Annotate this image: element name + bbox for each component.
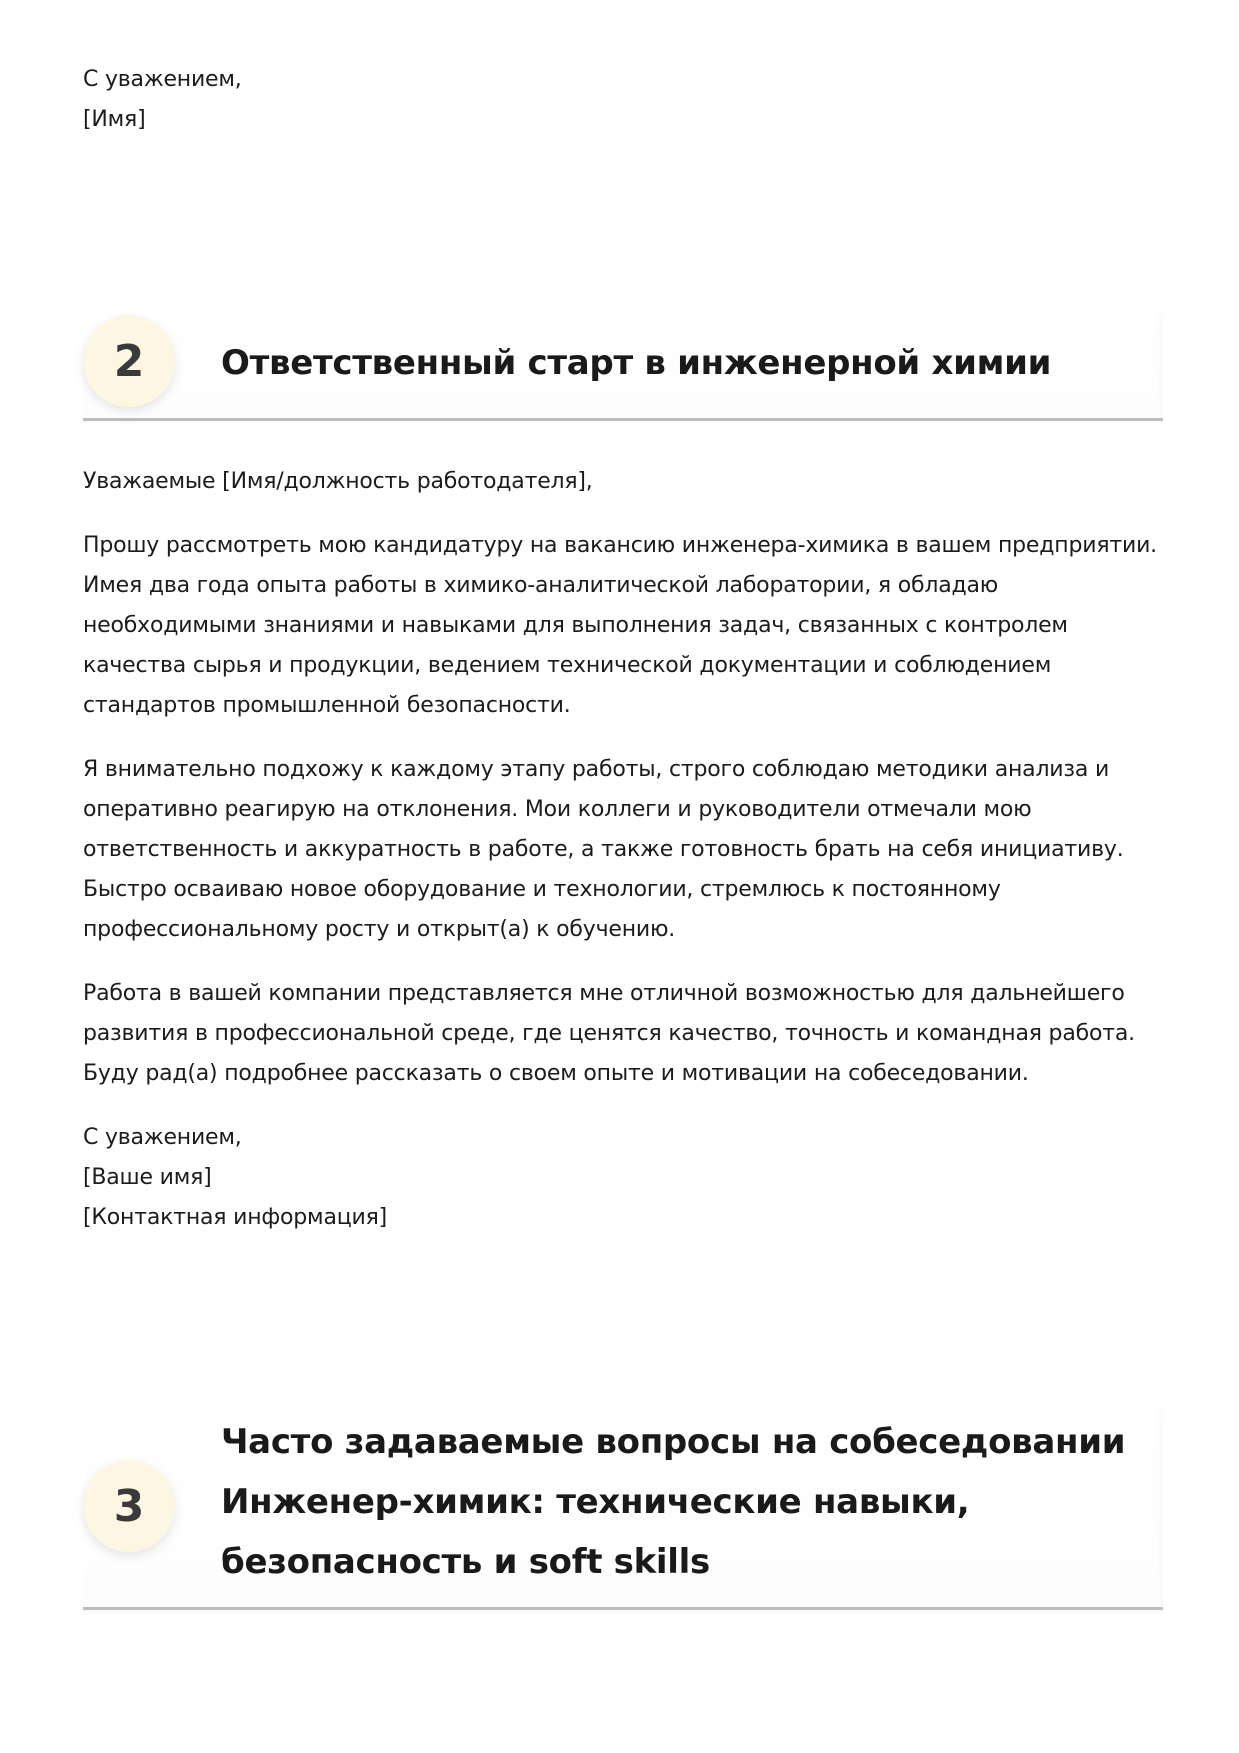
section-title-line: Инженер-химик: технические навыки, <box>221 1482 970 1522</box>
letter-contact-info: [Контактная информация] <box>83 1205 388 1230</box>
section-header-2 <box>83 310 1163 421</box>
letter-paragraph-2: Я внимательно подхожу к каждому этапу работы, строго соблюдаю методики анализа и оперативно реагирую на отклонения. Мои коллеги и руководители отмечали мою ответственность и аккуратность в работе, а также готовность брать на себя инициативу. Быстро осваиваю новое оборудование и технологии, стремлюсь к постоянному профессиональному росту и открыт(а) к обучению. <box>83 757 1124 942</box>
letter-paragraph-1: Прошу рассмотреть мою кандидатуру на вакансию инженера-химика в вашем предприятии. Имея два года опыта работы в химико-аналитической лаборатории, я обладаю необходимыми знаниями и навыками для выполнения задач, связанных с контролем качества сырья и продукции, ведением технической документации и соблюдением стандартов промышленной безопасности. <box>83 533 1157 718</box>
section-title-line: безопасность и soft skills <box>221 1542 710 1582</box>
letter-paragraph-3: Работа в вашей компании представляется мне отличной возможностью для дальнейшего развития в профессиональной среде, где ценятся качество, точность и командная работа. Буду рад(а) подробнее рассказать о своем опыте и мотивации на собеседовании. <box>83 981 1135 1086</box>
section-number-badge: 2 <box>83 315 175 407</box>
letter-closing: С уважением, <box>83 1125 242 1150</box>
section-number-badge: 3 <box>83 1460 175 1552</box>
letter-greeting: Уважаемые [Имя/должность работодателя], <box>83 469 593 494</box>
letter-signature-name: [Ваше имя] <box>83 1165 212 1190</box>
section-title: Ответственный старт в инженерной химии <box>221 343 1052 383</box>
signature-name: [Имя] <box>83 107 146 132</box>
closing-line: С уважением, <box>83 67 242 92</box>
previous-letter-closing <box>83 60 242 140</box>
cover-letter <box>83 462 1163 1238</box>
section-title <box>221 1412 1141 1592</box>
section-header-3 <box>83 1408 1163 1610</box>
section-title-line: Часто задаваемые вопросы на собеседовании <box>221 1422 1126 1462</box>
